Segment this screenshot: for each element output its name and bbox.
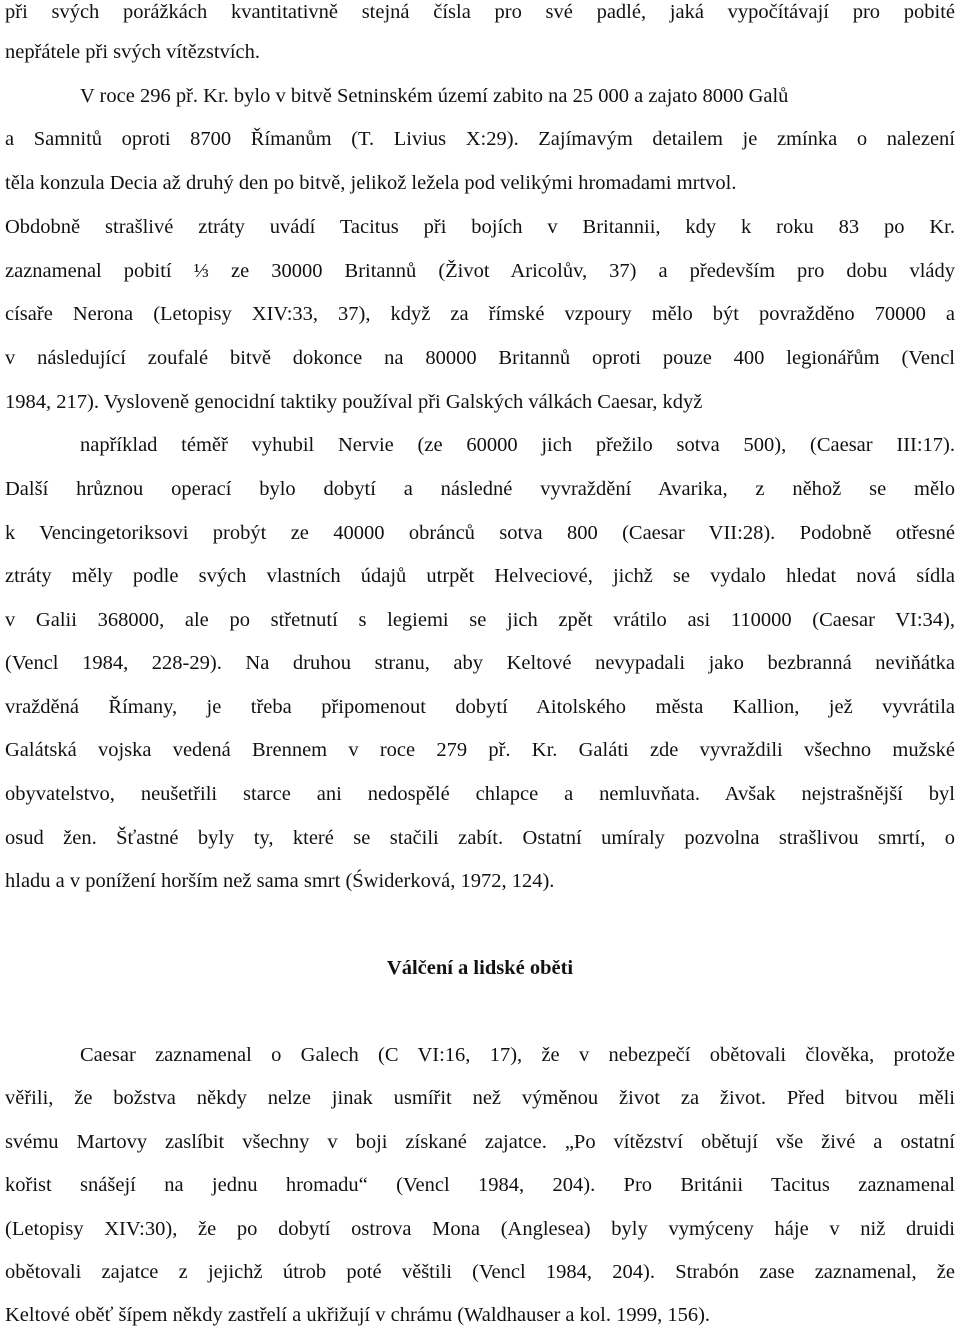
text-line: (Vencl 1984, 228-29). Na druhou stranu, aby Keltové nevypadali jako bezbranná neviňátka (5, 652, 955, 674)
text-line: Caesar zaznamenal o Galech (C VI:16, 17), že v nebezpečí obětovali člověka, protože (80, 1044, 955, 1066)
text-line: například téměř vyhubil Nervie (ze 60000 jich přežilo sotva 500), (Caesar III:17). (80, 434, 955, 456)
text-line: V roce 296 př. Kr. bylo v bitvě Setninském území zabito na 25 000 a zajato 8000 Galů (80, 85, 789, 107)
text-line: Obdobně strašlivé ztráty uvádí Tacitus při bojích v Britannii, kdy k roku 83 po Kr. (5, 216, 955, 238)
text-line: vražděná Římany, je třeba připomenout dobytí Aitolského města Kallion, jež vyvrátila (5, 696, 955, 718)
text-line: nepřátele při svých vítězstvích. (5, 41, 261, 63)
text-line: a Samnitů oproti 8700 Římanům (T. Livius X:29). Zajímavým detailem je zmínka o nalezení (5, 128, 955, 150)
text-line: Další hrůznou operací bylo dobytí a následné vyvraždění Avarika, z něhož se mělo (5, 478, 955, 500)
text-line: Keltové oběť šípem někdy zastřelí a ukřižují v chrámu (Waldhauser a kol. 1999, 156). (5, 1304, 711, 1326)
text-line: věřili, že božstva někdy nelze jinak usmířit než výměnou život za život. Před bitvou měli (5, 1087, 955, 1109)
text-line: Galátská vojska vedená Brennem v roce 279 př. Kr. Galáti zde vyvraždili všechno mužské (5, 739, 955, 761)
section-heading: Válčení a lidské oběti (386, 957, 574, 979)
text-line: při svých porážkách kvantitativně stejná čísla pro své padlé, jaká vypočítávají pro pobité (5, 1, 955, 23)
text-line: (Letopisy XIV:30), že po dobytí ostrova Mona (Anglesea) byly vymýceny háje v niž druidi (5, 1218, 955, 1240)
text-line: kořist snášejí na jednu hromadu“ (Vencl 1984, 204). Pro Británii Tacitus zaznamenal (5, 1174, 955, 1196)
text-line: svému Martovy zaslíbit všechny v boji získané zajatce. „Po vítězství obětují vše živé a ostatní (5, 1131, 955, 1153)
text-line: ztráty měly podle svých vlastních údajů utrpět Helveciové, jichž se vydalo hledat nová sídla (5, 565, 955, 587)
text-line: v následující zoufalé bitvě dokonce na 80000 Britannů oproti pouze 400 legionářům (Vencl (5, 347, 955, 369)
text-line: osud žen. Šťastné byly ty, které se stačili zabít. Ostatní umíraly pozvolna strašlivou smrtí, o (5, 827, 955, 849)
text-line: v Galii 368000, ale po střetnutí s legiemi se jich zpět vrátilo asi 110000 (Caesar VI:34), (5, 609, 955, 631)
text-line: hladu a v ponížení horším než sama smrt (Świderková, 1972, 124). (5, 870, 555, 892)
text-line: obětovali zajatce z jejichž útrob poté věštili (Vencl 1984, 204). Strabón zase zaznamenal, že (5, 1261, 955, 1283)
text-line: těla konzula Decia až druhý den po bitvě, jelikož ležela pod velikými hromadami mrtvol. (5, 172, 737, 194)
text-line: zaznamenal pobití ⅓ ze 30000 Britannů (Život Aricolův, 37) a především pro dobu vlády (5, 260, 955, 282)
text-line: císaře Nerona (Letopisy XIV:33, 37), když za římské vzpoury mělo být povražděno 70000 a (5, 303, 955, 325)
text-line: obyvatelstvo, neušetřili starce ani nedospělé chlapce a nemluvňata. Avšak nejstrašnější byl (5, 783, 955, 805)
text-line: k Vencingetoriksovi probýt ze 40000 obránců sotva 800 (Caesar VII:28). Podobně otřesné (5, 522, 955, 544)
text-line: 1984, 217). Vysloveně genocidní taktiky používal při Galských válkách Caesar, když (5, 391, 703, 413)
